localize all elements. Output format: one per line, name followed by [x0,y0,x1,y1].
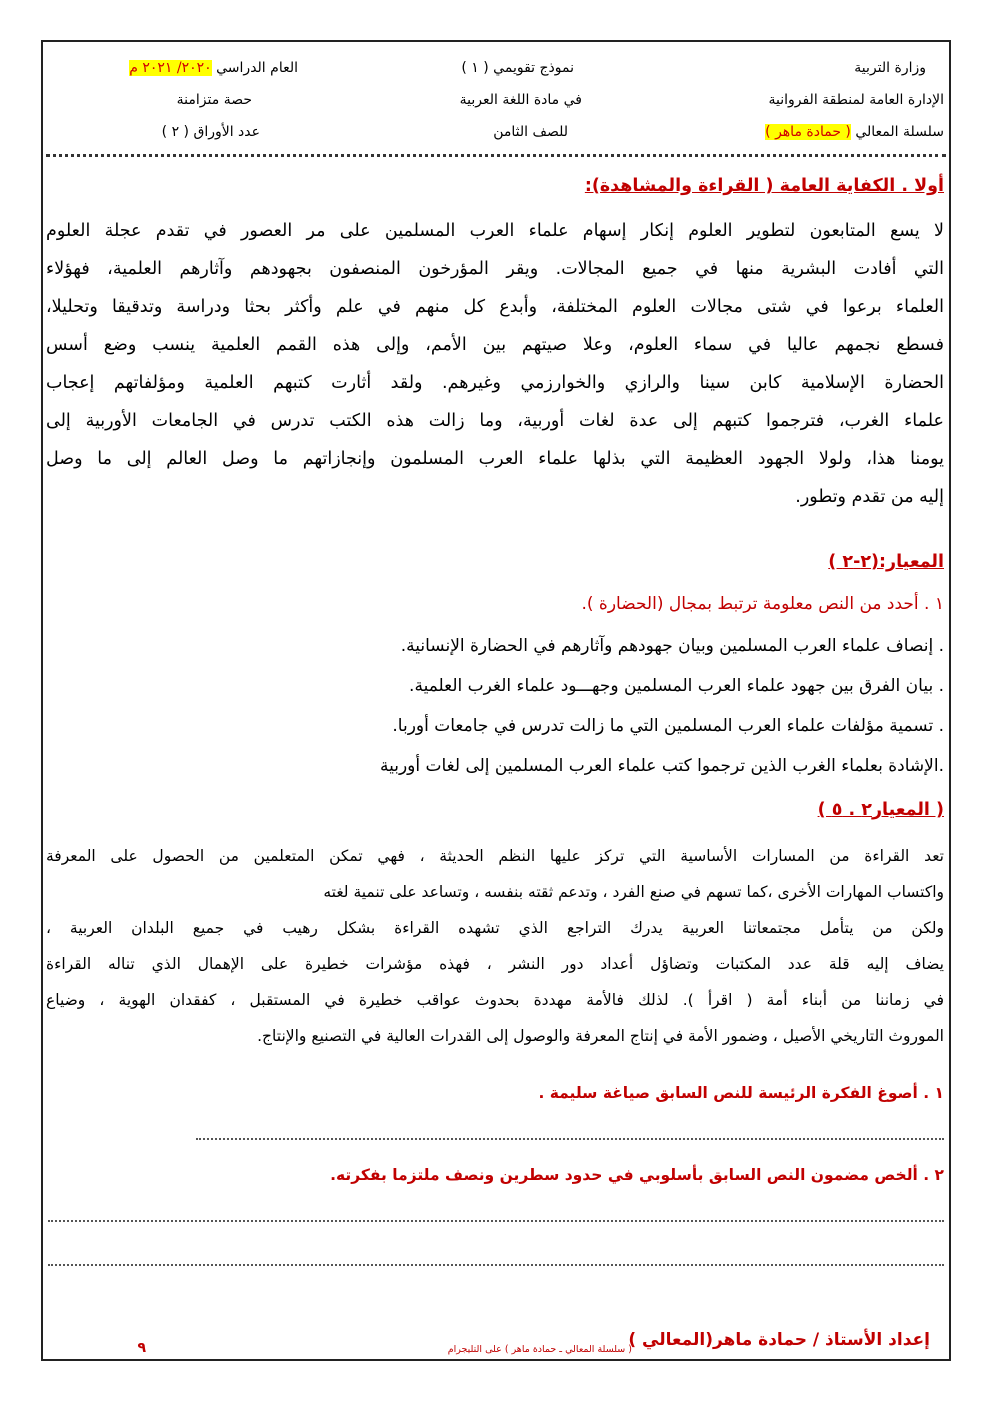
passage-line: إليه من تقدم وتطور. [795,487,944,507]
school-year-value: ٢٠٢٠/ ٢٠٢١ م [129,60,212,76]
series-name: سلسلة المعالي [855,124,944,140]
sheet-count: عدد الأوراق ( ٢ ) [161,124,260,140]
passage-line: علماء الغرب، فترجموا كتبهم إلى عدة لغات أوربية، وما زالت هذه الكتب تدرس في الجامعات الأوربية إلى [46,411,944,431]
answer-line[interactable] [48,1220,944,1222]
grade-name: للصف الثامن [493,124,568,140]
directorate-name: الإدارة العامة لمنطقة الفروانية [768,92,944,108]
passage-line: يومنا هذا، ولولا الجهود العظيمة التي بذلها علماء العرب المسلمون وإنجازاتهم ما وصل العالم إلى ما وصل [46,449,944,469]
section2-passage [46,838,944,1054]
section1-heading: أولا . الكفاية العامة ( القراءة والمشاهدة): [584,176,944,196]
standard-label: المعيار:(٢-٢ ) [828,552,944,572]
passage-line: يضاف إليه قلة عدد المكتبات وتضاؤل أعداد دور النشر ، فهذه مؤشرات خطيرة على الإهمال الذي تناله القراءة [46,955,944,973]
passage-line: الموروث التاريخي الأصيل ، وضمور الأمة في إنتاج المعرفة والوصول إلى القدرات العالية في التصنيع والإنتاج. [257,1027,944,1045]
standard2-label: ( المعيار٢ . ٥ ) [817,800,944,820]
passage-line: تعد القراءة من المسارات الأساسية التي تركز عليها النظم الحديثة ، فهي تمكن المتعلمين من الحصول على المعرفة [46,847,944,865]
answer-line[interactable] [48,1264,944,1266]
header-divider [46,154,946,157]
subject-name: في مادة اللغة العربية [459,92,582,108]
option-4[interactable]: .الإشادة بعلماء الغرب الذين ترجموا كتب علماء العرب المسلمين إلى لغات أوربية [379,756,944,776]
school-year-label: العام الدراسي [216,60,298,76]
passage-line: واكتساب المهارات الأخرى ،كما تسهم في صنع الفرد ، وتدعم ثقته بنفسه ، وتساعد على تنمية لغته [323,883,944,901]
passage-line: التي أفادت البشرية منها في جميع المجالات. ويقر المؤرخون المنصفون بجهودهم وآثارهم العلمية، فهؤلاء [46,259,944,279]
option-3[interactable]: . تسمية مؤلفات علماء العرب المسلمين التي ما زالت تدرس في جامعات أوربا. [392,716,944,736]
section1-passage [46,212,944,516]
passage-line: فسطع نجمهم عاليا في سماء العلوم، وعلا صيتهم بين الأمم، وإلى هذه القمم العلمية ينسب وضع أسس [46,335,944,355]
question-2-1: ١ . أصوغ الفكرة الرئيسة للنص السابق صياغة سليمة . [538,1084,944,1102]
passage-line: الحضارة الإسلامية كابن سينا والرازي والخوارزمي وغيرهم. ولقد أثارت كتبهم العلمية ومؤلفاتهم إعجاب [46,373,944,393]
author-highlight: ( حمادة ماهر ) [765,124,851,140]
passage-line: في زماننا من أبناء أمة ( اقرأ ). لذلك فالأمة مهددة بحدوث عواقب خطيرة في المستقبل ، كفقدان الهوية ، وضياع [46,991,944,1009]
passage-line: العلماء برعوا في شتى مجالات العلوم المختلفة، وأبدع كل منهم في علم وأكثر بحثا ودراسة وتدقيقا وتحليلا، [46,297,944,317]
question-1: ١ . أحدد من النص معلومة ترتبط بمجال (الحضارة ). [581,594,944,614]
footer-telegram-note: ( سلسلة المعالي ـ حمادة ماهر ) على التليجرام [447,1344,632,1355]
evaluation-model: نموذج تقويمي ( ١ ) [461,60,574,76]
option-2[interactable]: . بيان الفرق بين جهود علماء العرب المسلمين وجهـــود علماء الغرب العلمية. [409,676,944,696]
session-type: حصة متزامنة [176,92,252,108]
footer-author: إعداد الأستاذ / حمادة ماهر(المعالي ) [628,1330,930,1350]
school-year [129,60,298,76]
passage-line: ولكن من يتأمل مجتمعاتنا العربية يدرك التراجع الذي تشهده القراءة بشكل رهيب في جميع البلدان العربية ، [46,919,944,937]
ministry-name: وزارة التربية [854,60,926,76]
passage-line: لا يسع المتابعون لتطوير العلوم إنكار إسهام علماء العرب المسلمين على مر العصور في تقدم عجلة العلوم [46,221,944,241]
option-1[interactable]: . إنصاف علماء العرب المسلمين وبيان جهودهم وآثارهم في الحضارة الإنسانية. [400,636,944,656]
series-line [765,124,944,140]
answer-line[interactable] [196,1138,944,1140]
question-2-2: ٢ . ألخص مضمون النص السابق بأسلوبي في حدود سطرين ونصف ملتزما بفكرته. [330,1166,944,1184]
page-number: ٩ [137,1340,146,1356]
